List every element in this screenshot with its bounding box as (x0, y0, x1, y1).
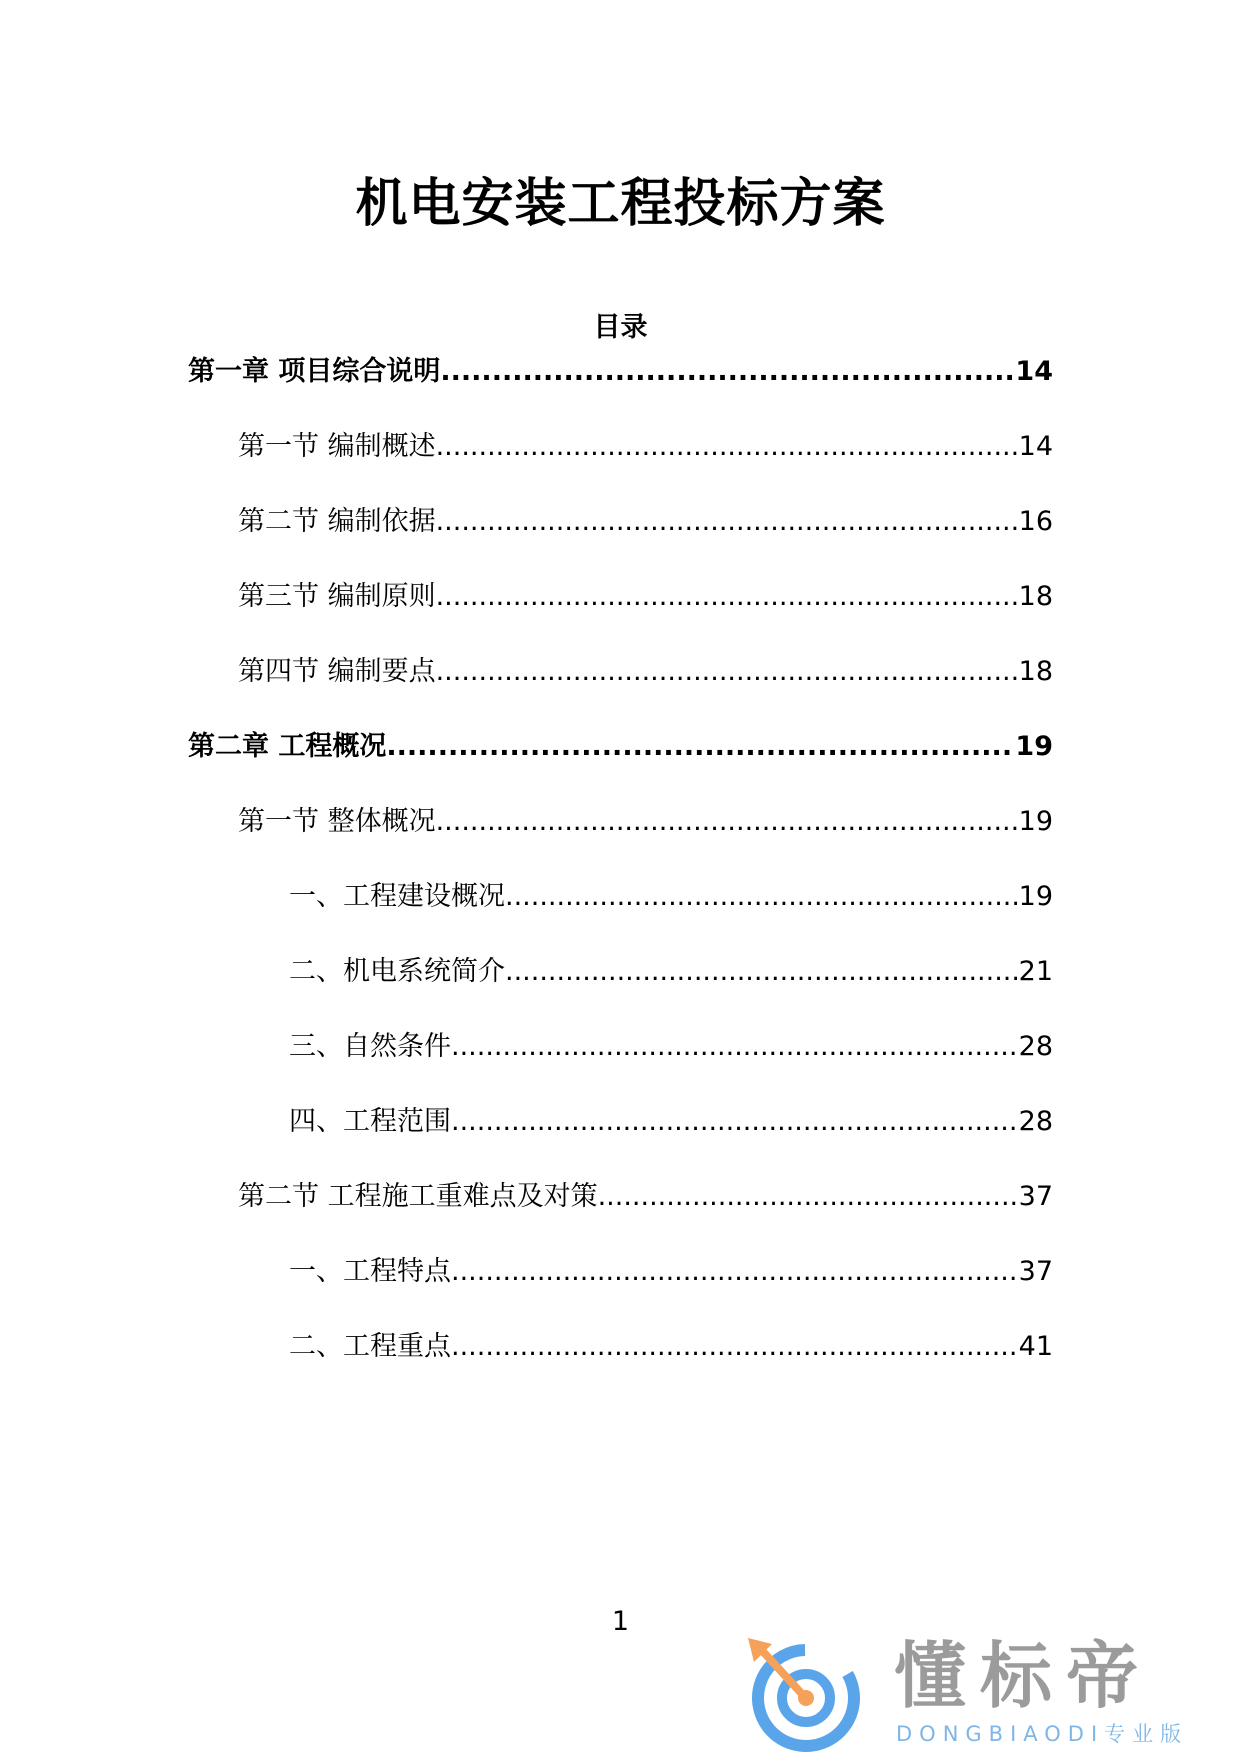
toc-entry-text: 三、自然条件 (289, 1031, 451, 1062)
toc-entry[interactable] (289, 1027, 1053, 1067)
toc-leader-dots (436, 427, 1017, 467)
toc-entry-text: 第二章 工程概况 (188, 731, 387, 762)
toc-entry-page: 28 (1018, 1106, 1053, 1137)
toc-leader-dots (598, 1177, 1017, 1217)
brand-name: 懂标帝 (894, 1634, 1153, 1718)
toc-entry[interactable] (238, 502, 1053, 542)
toc-entry-page: 21 (1018, 956, 1053, 987)
toc-leader-dots (505, 877, 1017, 917)
toc-entry-page: 16 (1018, 506, 1053, 537)
toc-entry-page: 19 (1018, 806, 1053, 837)
toc-leader-dots (451, 1027, 1017, 1067)
toc-leader-dots (386, 727, 1013, 767)
toc-entry-page: 37 (1018, 1256, 1053, 1287)
toc-entry-page: 14 (1018, 431, 1053, 462)
toc-entry-text: 第一章 项目综合说明 (188, 356, 441, 387)
toc-leader-dots (451, 1252, 1017, 1292)
toc-entry-page: 28 (1018, 1031, 1053, 1062)
toc-entry[interactable] (289, 952, 1053, 992)
toc-entry-page: 37 (1018, 1181, 1053, 1212)
toc-entry-page: 19 (1015, 731, 1053, 762)
target-arrow-icon (746, 1636, 864, 1754)
toc-leader-dots (436, 652, 1017, 692)
toc-entry-text: 二、工程重点 (289, 1331, 451, 1362)
toc-entry-text: 四、工程范围 (289, 1106, 451, 1137)
toc-heading: 目录 (593, 312, 648, 343)
brand-watermark (746, 1636, 1226, 1754)
toc-entry[interactable] (238, 1177, 1053, 1217)
toc-entry[interactable] (188, 727, 1053, 767)
toc-entry-text: 第二节 工程施工重难点及对策 (238, 1181, 598, 1212)
toc-entry-page: 18 (1018, 581, 1053, 612)
toc-leader-dots (436, 502, 1017, 542)
toc-entry[interactable] (238, 427, 1053, 467)
toc-leader-dots (440, 352, 1013, 392)
toc-entry[interactable] (238, 577, 1053, 617)
toc-entry-text: 二、机电系统简介 (289, 956, 505, 987)
toc-entry[interactable] (238, 802, 1053, 842)
toc-entry-page: 18 (1018, 656, 1053, 687)
toc-entry-text: 第二节 编制依据 (238, 506, 436, 537)
toc-entry[interactable] (188, 352, 1053, 392)
brand-subtitle: DONGBIAODI专业版 (896, 1722, 1189, 1746)
toc-entry-page: 14 (1015, 356, 1053, 387)
toc-entry-text: 第四节 编制要点 (238, 656, 436, 687)
toc-entry-text: 一、工程特点 (289, 1256, 451, 1287)
toc-entry[interactable] (289, 1327, 1053, 1367)
toc-entry-text: 第一节 整体概况 (238, 806, 436, 837)
toc-leader-dots (505, 952, 1017, 992)
toc-entry[interactable] (289, 1252, 1053, 1292)
toc-entry[interactable] (289, 877, 1053, 917)
toc-leader-dots (451, 1102, 1017, 1142)
toc-leader-dots (436, 802, 1017, 842)
page-number: 1 (611, 1606, 630, 1637)
toc-entry-text: 第一节 编制概述 (238, 431, 436, 462)
toc-entry[interactable] (238, 652, 1053, 692)
toc-entry-page: 19 (1018, 881, 1053, 912)
toc-entry-page: 41 (1018, 1331, 1053, 1362)
toc-entry-text: 第三节 编制原则 (238, 581, 436, 612)
toc-entry-text: 一、工程建设概况 (289, 881, 505, 912)
toc-entry[interactable] (289, 1102, 1053, 1142)
toc-leader-dots (436, 577, 1017, 617)
document-title: 机电安装工程投标方案 (355, 174, 886, 234)
toc-leader-dots (451, 1327, 1017, 1367)
